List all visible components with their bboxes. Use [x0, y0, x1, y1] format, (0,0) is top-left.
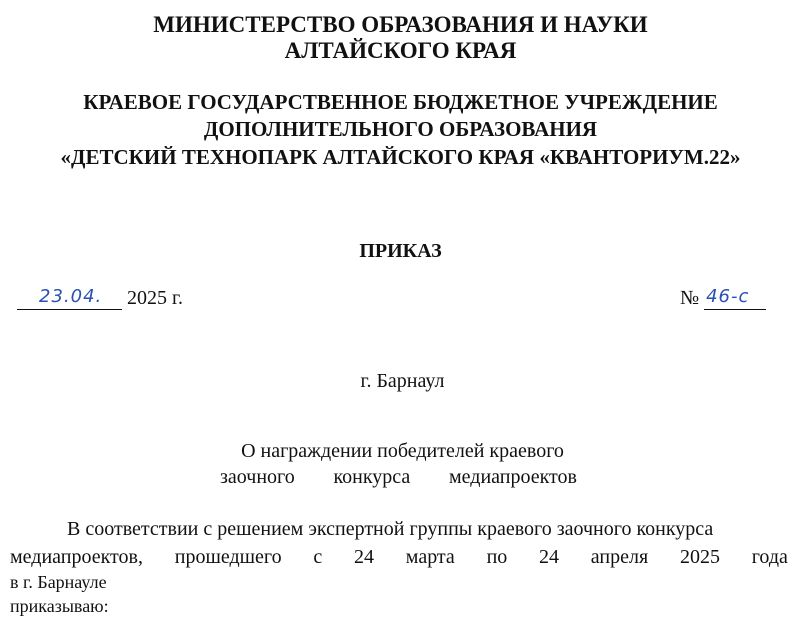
body-word: 24 [354, 546, 375, 568]
institution-line-2: ДОПОЛНИТЕЛЬНОГО ОБРАЗОВАНИЯ [203, 117, 598, 141]
doc-type-title: ПРИКАЗ [359, 240, 442, 262]
body-word: с [313, 546, 323, 568]
subject-word-1: заочного [220, 466, 295, 488]
number-prefix: № [680, 287, 700, 309]
subject-word-3: медиапроектов [449, 466, 577, 488]
subject-line-1: О награждении победителей краевого [241, 440, 564, 462]
body-word: прошедшего [174, 546, 282, 568]
date-handwritten-field [17, 284, 122, 310]
institution-line-3: «ДЕТСКИЙ ТЕХНОПАРК АЛТАЙСКОГО КРАЯ «КВАНТОРИУМ.22» [60, 145, 741, 169]
date-year: 2025 г. [127, 287, 183, 309]
subject-word-2: конкурса [333, 466, 411, 488]
body-word: года [751, 546, 788, 568]
body-word: медиапроектов, [10, 546, 143, 568]
number-handwritten-field [704, 284, 766, 310]
body-word: марта [405, 546, 455, 568]
subject-line-2 [220, 466, 577, 489]
number-row [680, 284, 766, 310]
date-row [17, 284, 183, 310]
ministry-line-2: АЛТАЙСКОГО КРАЯ [284, 38, 517, 63]
number-handwritten: 46-с [706, 286, 750, 307]
body-word: по [486, 546, 508, 568]
body-line-1: В соответствии с решением экспертной группы краевого заочного конкурса [67, 518, 714, 540]
body-line-2 [10, 546, 788, 569]
body-line-3: в г. Барнауле [10, 572, 107, 592]
date-handwritten: 23.04. [39, 286, 103, 307]
city: г. Барнаул [360, 370, 445, 392]
institution-line-1: КРАЕВОЕ ГОСУДАРСТВЕННОЕ БЮДЖЕТНОЕ УЧРЕЖДЕНИЕ [83, 90, 718, 114]
body-word: 2025 [679, 546, 720, 568]
body-word: апреля [590, 546, 649, 568]
body-line-4: приказываю: [10, 596, 109, 616]
ministry-line-1: МИНИСТЕРСТВО ОБРАЗОВАНИЯ И НАУКИ [153, 12, 648, 37]
body-word: 24 [539, 546, 560, 568]
